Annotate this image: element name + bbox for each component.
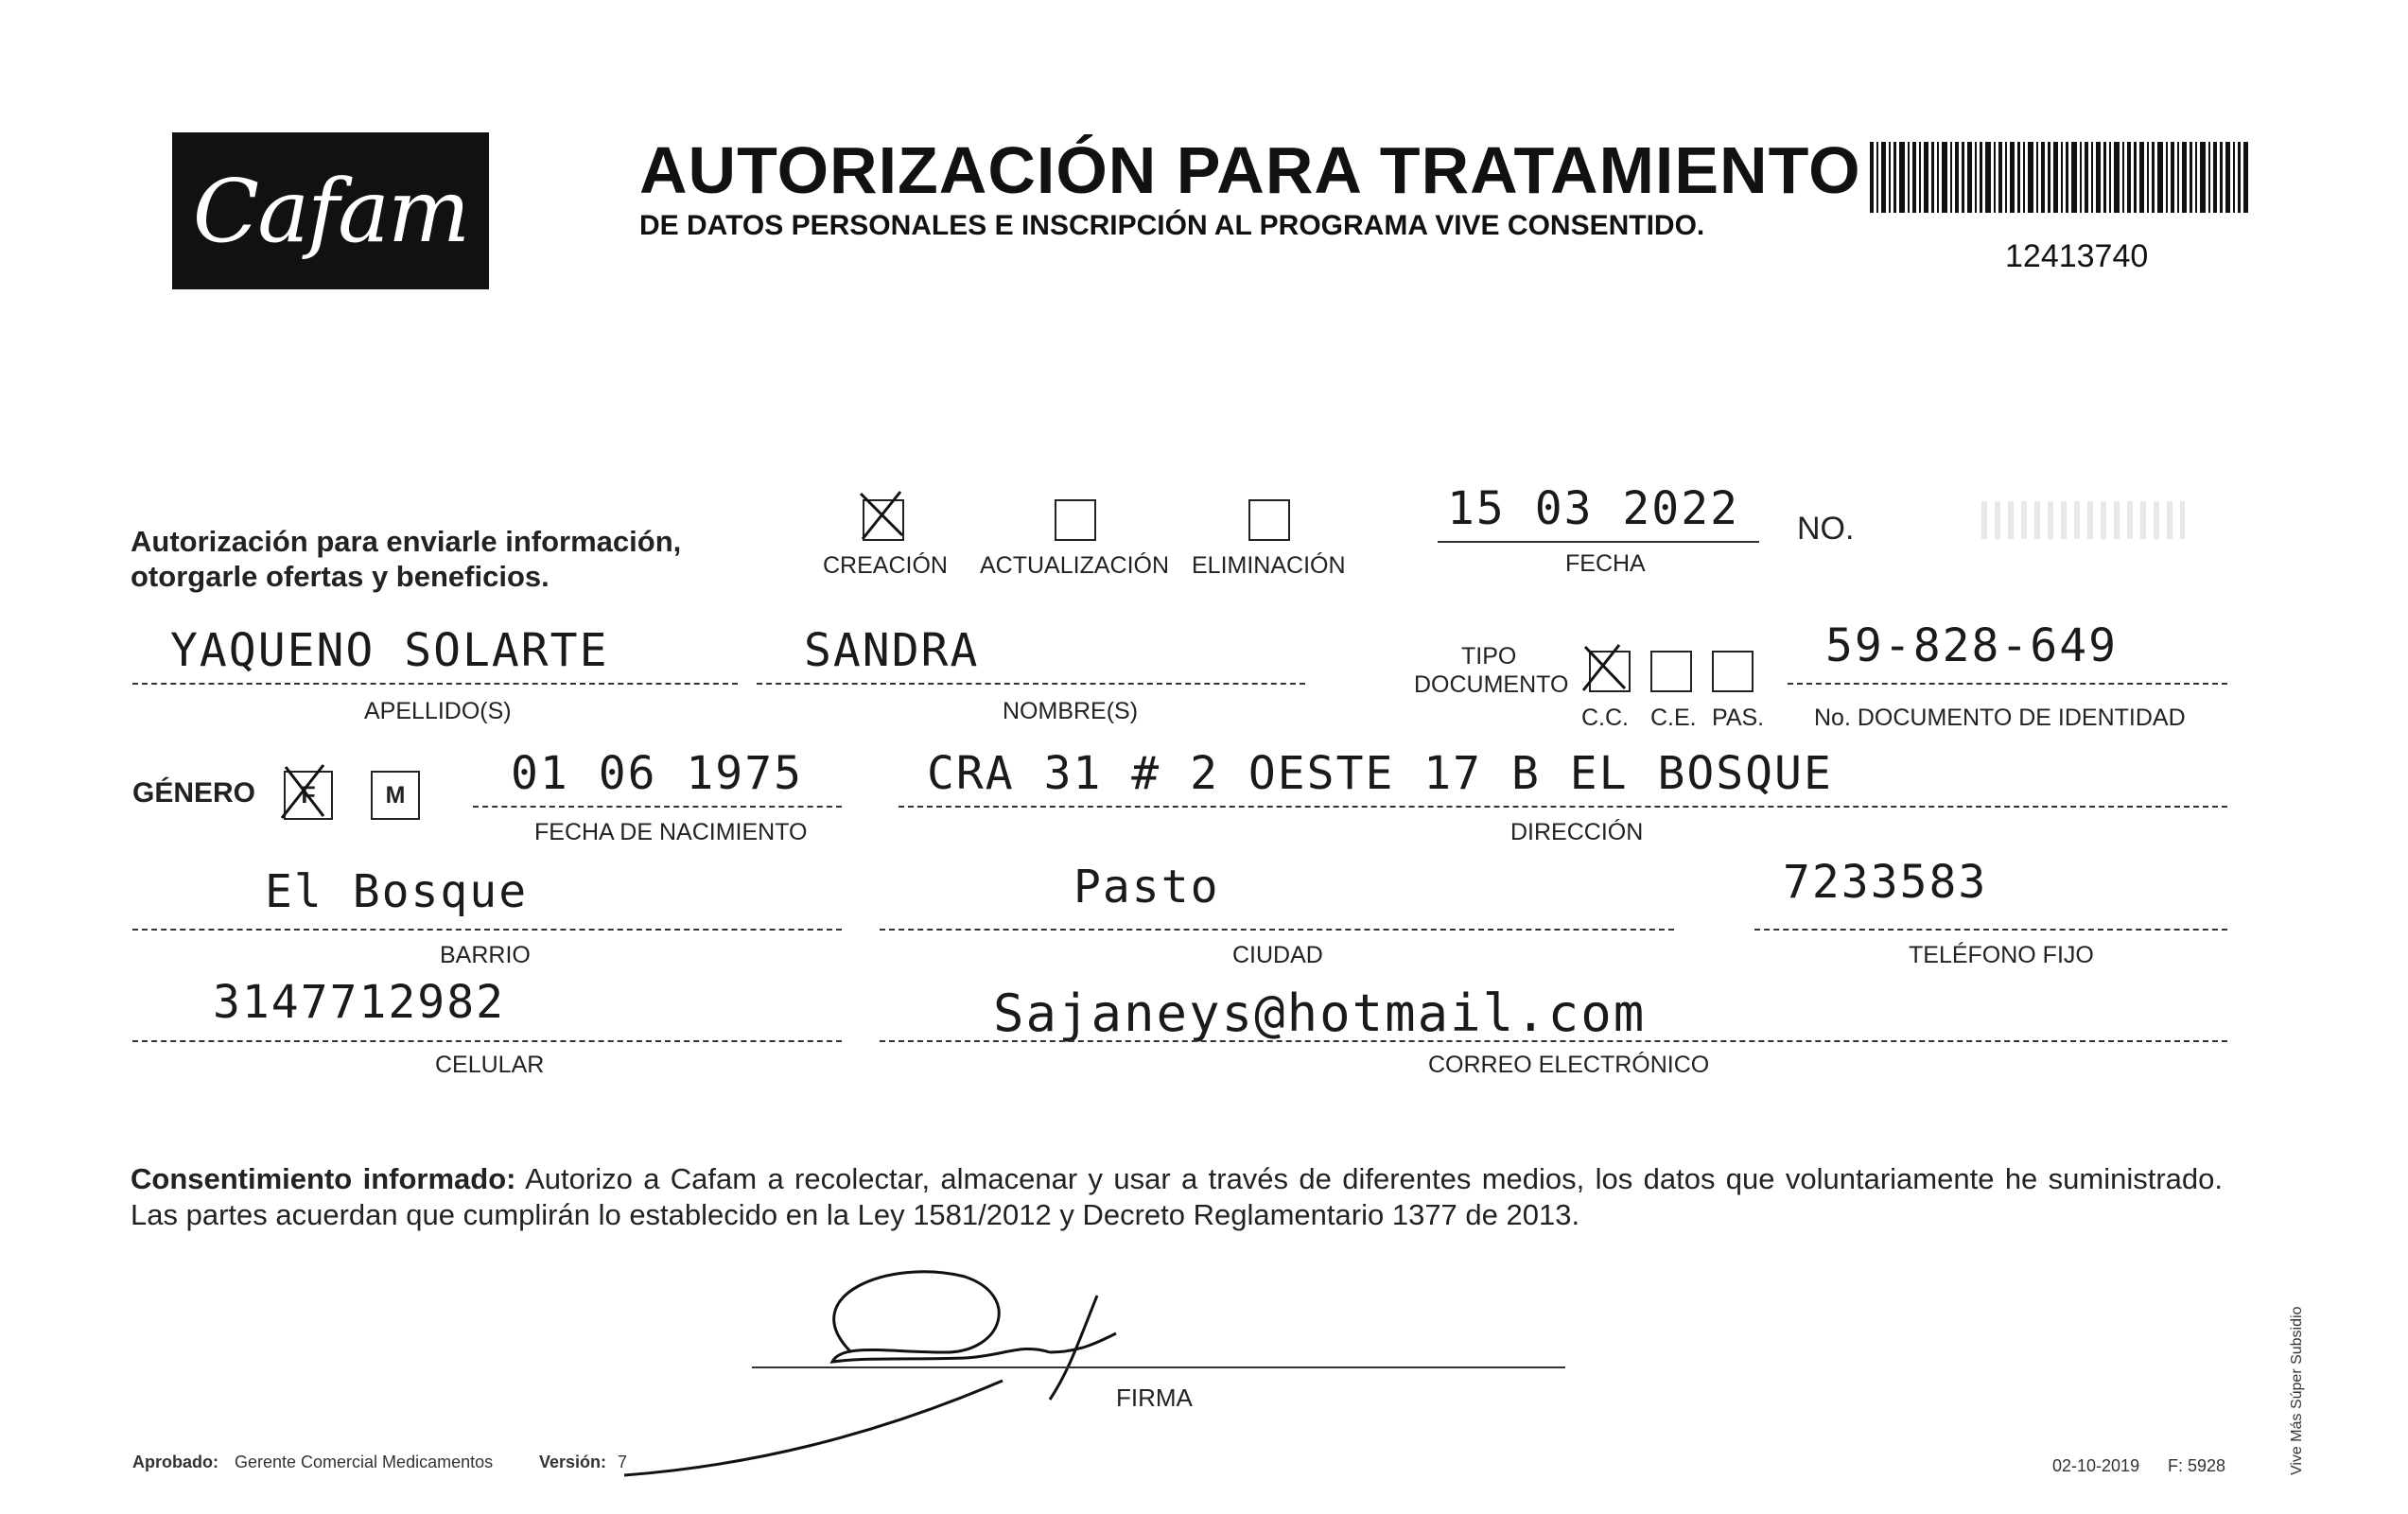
doc-number-value[interactable]: 59-828-649: [1825, 619, 2118, 672]
celular-underline: [132, 1040, 842, 1042]
authorization-text-line1: Autorización para enviarle información,: [131, 525, 682, 558]
tipo-documento-label-1: TIPO: [1461, 643, 1517, 670]
nombres-value[interactable]: SANDRA: [804, 624, 980, 677]
version-label: Versión:: [539, 1453, 607, 1471]
signature-drawing: [605, 1239, 1286, 1485]
option-eliminacion-label: ELIMINACIÓN: [1192, 552, 1346, 579]
consent-body: Autorizo a Cafam a recolectar, almacenar y usar a través de diferentes medios, los datos que voluntariamente he suministrado. Las partes acuerdan que cumplirán lo establecido en la Ley 1581/2012 y Decreto Reglamentario 1377 de 2013.: [131, 1162, 2224, 1231]
vertical-brand-text: Vive Más Súper Subsidio: [2289, 1306, 2305, 1475]
fecha-underline: [1438, 541, 1759, 543]
form-title: AUTORIZACIÓN PARA TRATAMIENTO: [639, 133, 1861, 207]
footer-form-code: F: 5928: [2168, 1456, 2226, 1475]
doc-number-label: No. DOCUMENTO DE IDENTIDAD: [1814, 705, 2186, 731]
consent-paragraph: [131, 1161, 2223, 1233]
nombres-underline: [757, 683, 1305, 685]
barrio-underline: [132, 929, 842, 931]
checkbox-genero-m[interactable]: [371, 771, 420, 820]
approved-value: Gerente Comercial Medicamentos: [235, 1453, 494, 1471]
doc-type-cc-label: C.C.: [1581, 705, 1629, 731]
checkbox-ce[interactable]: [1650, 651, 1692, 692]
cafam-logo: [172, 132, 489, 289]
logo-text: Cafam: [192, 160, 469, 262]
celular-label: CELULAR: [435, 1052, 545, 1078]
version-value: 7: [618, 1453, 628, 1471]
doc-type-ce-label: C.E.: [1650, 705, 1697, 731]
form-subtitle: DE DATOS PERSONALES E INSCRIPCIÓN AL PROGRAMA VIVE CONSENTIDO.: [639, 210, 1705, 241]
signature-label: FIRMA: [1116, 1383, 1193, 1412]
checkbox-actualizacion[interactable]: [1055, 499, 1096, 541]
checkbox-genero-f[interactable]: [284, 771, 333, 820]
celular-value[interactable]: 3147712982: [213, 976, 505, 1029]
barrio-value[interactable]: El Bosque: [265, 865, 529, 918]
direccion-underline: [899, 806, 2227, 808]
fecha-nacimiento-underline: [473, 806, 842, 808]
approved-label: Aprobado:: [132, 1453, 218, 1471]
fecha-nacimiento-value[interactable]: 01 06 1975: [511, 747, 803, 800]
fecha-value[interactable]: 15 03 2022: [1447, 482, 1739, 535]
checkbox-pas[interactable]: [1712, 651, 1754, 692]
direccion-value[interactable]: CRA 31 # 2 OESTE 17 B EL BOSQUE: [927, 747, 1833, 800]
checkmark-icon: [1578, 641, 1631, 694]
signature-underline: [752, 1366, 1565, 1368]
ciudad-label: CIUDAD: [1232, 942, 1323, 968]
tipo-documento-label-2: DOCUMENTO: [1414, 671, 1569, 698]
nombres-label: NOMBRE(S): [1003, 698, 1139, 724]
doc-type-pas-label: PAS.: [1712, 705, 1765, 731]
consent-heading: Consentimiento informado:: [131, 1162, 516, 1195]
ciudad-value[interactable]: Pasto: [1073, 861, 1220, 914]
correo-label: CORREO ELECTRÓNICO: [1428, 1052, 1710, 1078]
apellidos-label: APELLIDO(S): [364, 698, 512, 724]
apellidos-underline: [132, 683, 738, 685]
doc-number-underline: [1788, 683, 2227, 685]
barcode: [1870, 142, 2248, 213]
correo-value[interactable]: Sajaneys@hotmail.com: [993, 983, 1647, 1043]
telefono-label: TELÉFONO FIJO: [1909, 942, 2094, 968]
genero-label: GÉNERO: [132, 777, 256, 809]
genero-m-label: M: [385, 781, 406, 809]
genero-f-label: F: [301, 781, 316, 809]
checkbox-cc[interactable]: [1589, 651, 1631, 692]
checkmark-icon: [855, 488, 908, 541]
no-label: NO.: [1797, 511, 1855, 547]
checkbox-creacion[interactable]: [863, 499, 904, 541]
checkmark-icon: [276, 761, 333, 822]
telefono-value[interactable]: 7233583: [1783, 856, 1988, 909]
form-number-stamp: [1981, 501, 2185, 539]
checkbox-eliminacion[interactable]: [1248, 499, 1290, 541]
option-creacion-label: CREACIÓN: [823, 552, 948, 579]
barcode-number: 12413740: [2005, 238, 2149, 274]
authorization-text-line2: otorgarle ofertas y beneficios.: [131, 560, 550, 593]
ciudad-underline: [880, 929, 1674, 931]
option-actualizacion-label: ACTUALIZACIÓN: [980, 552, 1170, 579]
correo-underline: [880, 1040, 2227, 1042]
direccion-label: DIRECCIÓN: [1510, 819, 1644, 845]
fecha-nacimiento-label: FECHA DE NACIMIENTO: [534, 819, 808, 845]
footer-date-code: 02-10-2019: [2052, 1456, 2140, 1475]
fecha-label: FECHA: [1565, 550, 1646, 577]
apellidos-value[interactable]: YAQUENO SOLARTE: [170, 624, 609, 677]
barrio-label: BARRIO: [440, 942, 531, 968]
telefono-underline: [1754, 929, 2227, 931]
